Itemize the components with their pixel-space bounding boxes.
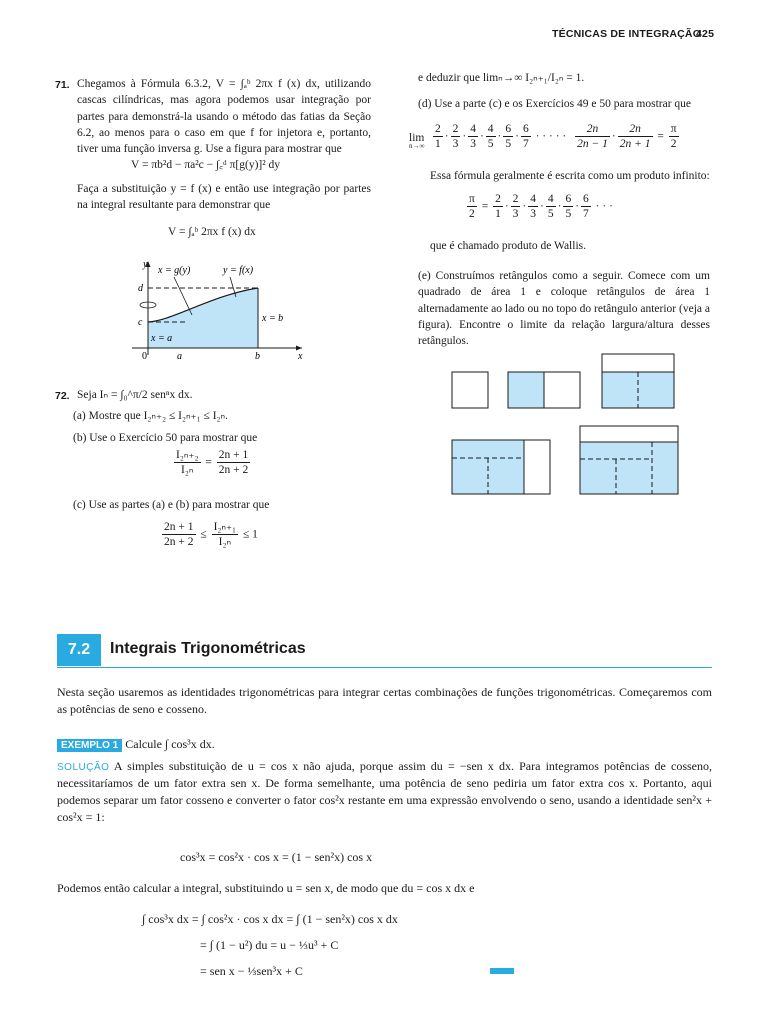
example-label: EXEMPLO 1 [57,739,122,752]
exercise-72-part-a: (a) Mostre que I₂ₙ₊₂ ≤ I₂ₙ₊₁ ≤ I₂ₙ. [73,410,228,422]
product-fractions: $\frac{2}{1}$ · $\frac{2}{3}$ · $\frac{4}{3}$ · $\frac{4}{5}$ · $\frac{6}{5}$ · $\frac{6}{7}$ · · · · · $\frac{2n}{2n - 1}$ · $\frac{2n}{2n + 1}$ = $\frac{\pi}{2}$ [435,123,677,151]
rect-step-3-top [602,354,674,372]
figure-tick-c: c [138,317,143,328]
wallis-text: que é chamado produto de Wallis. [430,240,586,252]
c-leq-1: ≤ [200,528,207,541]
section-number: 7.2 [57,634,101,666]
page-number: 425 [696,28,715,40]
part-d: (d) Use a parte (c) e os Exercícios 49 e 50 para mostrar que [418,98,692,110]
exercise-71-figure [112,255,312,365]
rect-step-5-top [580,426,678,442]
exercise-72-number: 72. [55,390,70,402]
lim-word: lim [409,132,425,144]
figure-label-x-g-y: x = g(y) [158,265,191,276]
figure-label-x-a: x = a [151,333,173,344]
wallis-equals: = [481,200,489,213]
figure-tick-b: b [255,351,260,362]
integral-line-2: = ∫ (1 − u²) du = u − ⅓u³ + C [200,938,339,952]
end-of-example-marker [490,968,514,974]
rect-step-2-a [508,372,544,408]
figure-label-x-b: x = b [262,313,284,324]
exercise-72-b-equation [172,448,252,478]
identity-equation: cos³x = cos²x · cos x = (1 − sen²x) cos x [180,850,373,864]
b-num-right: 2n + 1 [217,448,251,463]
exercise-72-part-c: (c) Use as partes (a) e (b) para mostrar que [73,499,270,511]
c-den-left: 2n + 2 [164,536,194,549]
exercise-72-part-b: (b) Use o Exercício 50 para mostrar que [73,432,258,444]
figure-tick-a: a [177,351,182,362]
c-leq-2: ≤ 1 [242,528,258,541]
section-intro: Nesta seção usaremos as identidades trigonométricas para integrar certas combinações de funções trigonométricas. Começaremos com as potências de seno e cosseno. [57,685,712,717]
exercise-72-definition: Seja Iₙ = ∫₀^π/2 senⁿx dx. [77,389,193,401]
integral-line-1: ∫ cos³x dx = ∫ cos²x · cos x dx = ∫ (1 − sen²x) cos x dx [142,912,398,926]
pi-num: π [669,122,679,137]
product-limit-equation [409,122,709,158]
running-header: TÉCNICAS DE INTEGRAÇÃO [552,28,702,40]
wallis-two: 2 [469,208,475,221]
b-den-right: 2n + 2 [218,464,249,477]
c-den-mid: I₂ₙ [218,536,232,549]
deduce-limit: e deduzir que limₙ→∞ I₂ₙ₊₁/I₂ₙ = 1. [418,72,585,84]
b-den-left: I₂ₙ [181,464,194,477]
lim-subscript: n→∞ [409,142,425,150]
infinite-product-text: Essa fórmula geralmente é escrita como um produto infinito: [430,170,710,182]
product-equals: = [657,130,664,143]
exercise-72-c-inequality [160,520,258,550]
example-1 [57,736,215,753]
pi-den: 2 [670,138,677,151]
exercise-71-number: 71. [55,79,70,91]
rect-step-2-b [544,372,580,408]
exercise-71-text: Chegamos à Fórmula 6.3.2, V = ∫ₐᵇ 2πx f (x) dx, utilizando cascas cilíndricas, mas agora podemos usar integração por partes para demonstrá-la usando o método das fatias da Seção 6.2, ao menos para o caso em que f for injetora e, portanto, tiver uma função inversa g. Use a figura para mostrar que [77,78,371,156]
figure-origin: 0 [142,351,147,362]
solution-paragraph [57,758,712,826]
example-text: Calcule ∫ cos³x dx. [125,737,215,751]
figure-axis-x: x [298,351,303,362]
wallis-pi: π [467,192,477,207]
part-e: (e) Construímos retângulos como a seguir. Comece com um quadrado de área 1 e coloque retângulos de área 1 alternadamente ao lado ou no topo do retângulo anterior (veja a figura). Encontre o limite da relação largura/altura desses retângulos. [418,270,710,348]
exercise-71-equation-2: V = ∫ₐᵇ 2πx f (x) dx [168,226,256,238]
rect-step-1 [452,372,488,408]
section-rule [57,667,712,668]
solution-label: SOLUÇÃO [57,762,110,773]
figure-label-y-f-x: y = f(x) [223,265,254,276]
figure-axis-y: y [143,259,148,270]
solution-text: A simples substituição de u = cos x não ajuda, porque assim du = −sen x dx. Para integramos potências de cosseno, necessitaríamos de um fator extra sen x. De forma semelhante, uma potência de seno pediria um fator extra cos x. Portanto, aqui podemos separar um fator cosseno e converter o fator cos²x restante em uma expressão envolvendo o seno, usando a identidade sen²x + cos²x = 1: [57,759,712,825]
b-num-left: I₂ₙ₊₂ [174,448,201,463]
figure-tick-d: d [138,283,143,294]
exercise-71-text-2: Faça a substituição y = f (x) e então use integração por partes na integral resultante para demonstrar que [77,183,371,212]
c-num-left: 2n + 1 [162,520,196,535]
rectangles-figure [450,352,710,498]
rect-step-4-side [524,440,550,494]
integral-line-3: = sen x − ⅓sen³x + C [200,964,303,978]
section-title: Integrais Trigonométricas [110,640,306,657]
product-ellipsis: · · · · · [535,130,567,143]
wallis-equation: $\frac{\pi}{2}$ = $\frac{2}{1}$ · $\frac{2}{3}$ · $\frac{4}{3}$ · $\frac{4}{5}$ · $\frac{6}{5}$ · $\frac{6}{7}$ · · · [469,193,613,221]
c-num-mid: I₂ₙ₊₁ [212,520,239,535]
wallis-ellipsis: · · · [595,200,613,213]
b-equals: = [205,456,212,469]
rect-step-5-base [580,442,678,494]
exercise-71-equation-1: V = πb²d − πa²c − ∫꜀ᵈ π[g(y)]² dy [131,159,281,171]
substitution-text: Podemos então calcular a integral, substituindo u = sen x, de modo que du = cos x dx e [57,881,475,895]
